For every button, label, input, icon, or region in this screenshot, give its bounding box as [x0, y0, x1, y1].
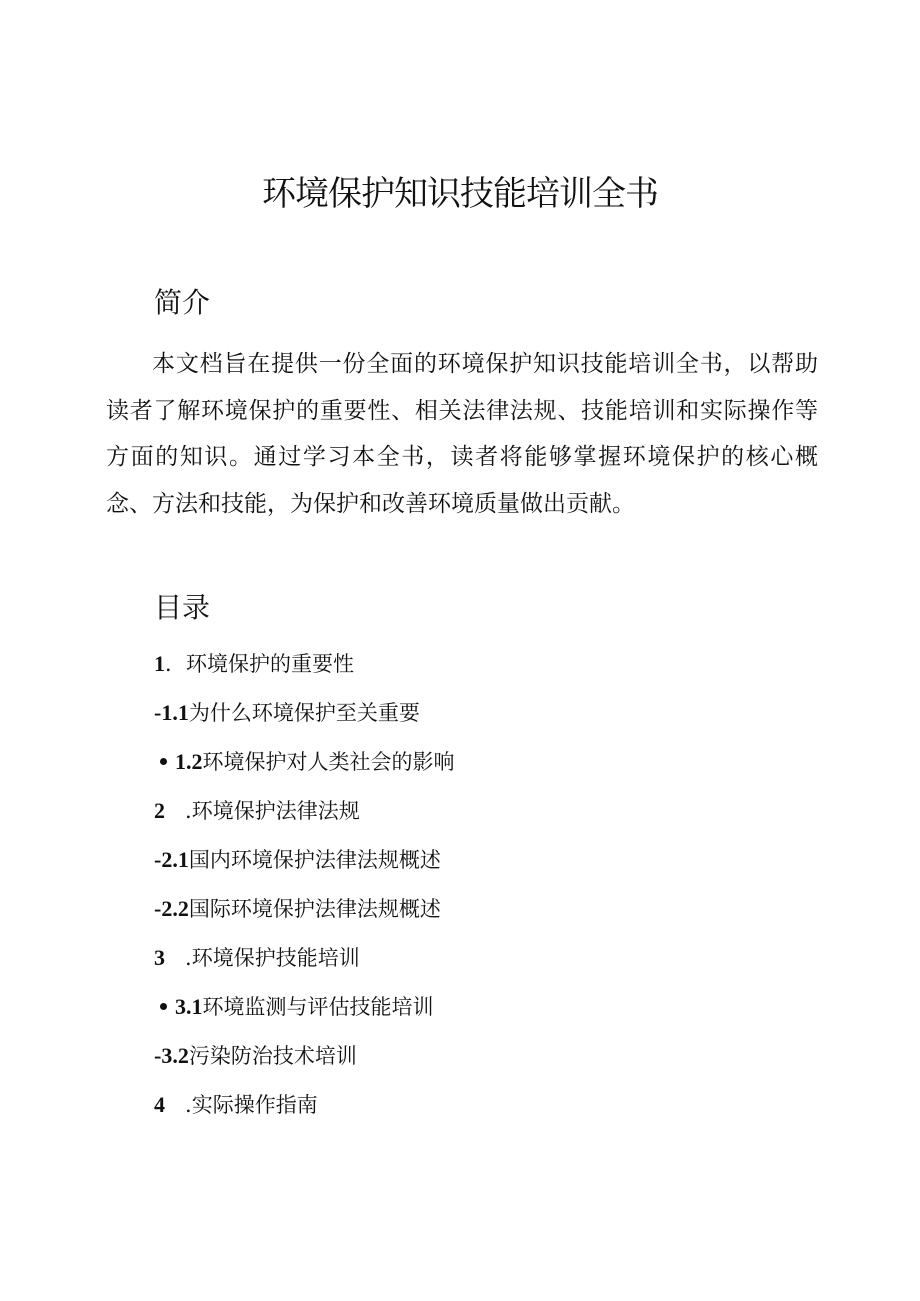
- toc-item: [154, 741, 455, 790]
- toc-item-number: -2.2: [154, 896, 189, 921]
- toc-item: [154, 937, 455, 986]
- toc-item-number: 3: [154, 945, 165, 970]
- toc-item-number: 1: [154, 651, 165, 676]
- toc-item-text: 为什么环境保护至关重要: [188, 701, 420, 725]
- toc-item-text: 国际环境保护法律法规概述: [188, 897, 441, 921]
- toc-item-text: 环境保护技能培训: [191, 946, 360, 970]
- toc-item: [154, 643, 455, 692]
- toc-item-number: 3.1: [175, 994, 203, 1019]
- bullet-dot-icon: [160, 758, 167, 765]
- toc-item-text: 实际操作指南: [191, 1093, 318, 1117]
- toc-item: [154, 692, 455, 741]
- toc-item: [154, 1035, 455, 1084]
- bullet-dot-icon: [160, 1003, 167, 1010]
- toc-item-text: 环境保护法律法规: [191, 799, 360, 823]
- toc-item-separator: ．: [165, 652, 186, 676]
- toc-item: [154, 1084, 455, 1133]
- toc-item-text: 环境保护对人类社会的影响: [202, 750, 455, 774]
- toc-item-number: -2.1: [154, 847, 189, 872]
- intro-paragraph: 本文档旨在提供一份全面的环境保护知识技能培训全书，以帮助读者了解环境保护的重要性、相关法律法规、技能培训和实际操作等方面的知识。通过学习本全书，读者将能够掌握环境保护的核心概念、方法和技能，为保护和改善环境质量做出贡献。: [106, 351, 818, 517]
- toc-item-number: -3.2: [154, 1043, 189, 1068]
- toc-item-number: -1.1: [154, 700, 189, 725]
- toc-item: [154, 790, 455, 839]
- intro-heading: 简介: [154, 286, 211, 319]
- toc-item-number: 1.2: [175, 749, 203, 774]
- toc-item-text: 污染防治技术培训: [188, 1044, 357, 1068]
- toc-item: [154, 986, 455, 1035]
- toc-item-number: 4: [154, 1092, 165, 1117]
- table-of-contents: [154, 643, 455, 1133]
- toc-item-number: 2: [154, 798, 165, 823]
- toc-item: [154, 888, 455, 937]
- toc-heading: 目录: [154, 591, 211, 624]
- toc-item-separator: .: [165, 1093, 192, 1117]
- toc-item-text: 环境监测与评估技能培训: [202, 995, 434, 1019]
- toc-item-separator: .: [165, 946, 192, 970]
- toc-item: [154, 839, 455, 888]
- toc-item-text: 环境保护的重要性: [186, 652, 354, 676]
- toc-item-separator: .: [165, 799, 192, 823]
- document-title: 环境保护知识技能培训全书: [262, 174, 658, 214]
- toc-item-text: 国内环境保护法律法规概述: [188, 848, 441, 872]
